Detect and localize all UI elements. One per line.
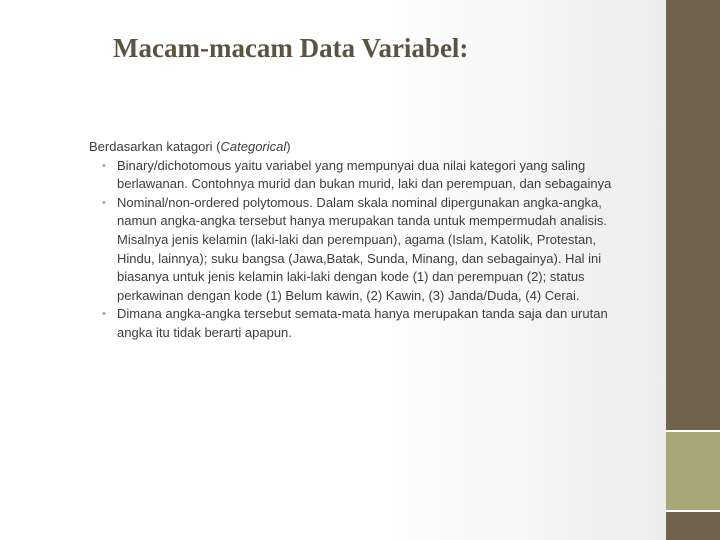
bullet-dot-icon: • xyxy=(102,196,106,209)
lead-paragraph xyxy=(89,138,634,157)
slide-body xyxy=(89,138,634,343)
decorative-side-bar-accent xyxy=(666,432,720,510)
lead-text: Berdasarkan katagori ( xyxy=(89,139,221,154)
lead-text-end: ) xyxy=(286,139,291,154)
bullet-item xyxy=(89,157,634,194)
bullet-item xyxy=(89,194,634,306)
bullet-text: Dimana angka-angka tersebut semata-mata hanya merupakan tanda saja dan urutan angka itu tidak berarti apapun. xyxy=(117,306,608,340)
side-bar-divider xyxy=(666,510,720,512)
bullet-dot-icon: • xyxy=(102,308,106,321)
lead-italic-term: Categorical xyxy=(220,139,287,154)
bullet-text: Binary/dichotomous yaitu variabel yang mempunyai dua nilai kategori yang saling berlawanan. Contohnya murid dan bukan murid, laki dan perempuan, dan sebagainya xyxy=(117,157,612,192)
slide-title: Macam-macam Data Variabel: xyxy=(113,33,469,63)
bullet-list xyxy=(89,157,634,343)
bullet-dot-icon: • xyxy=(102,159,106,172)
bullet-text: Nominal/non-ordered polytomous. Dalam skala nominal dipergunakan angka-angka, namun angka-angka tersebut hanya merupakan tanda untuk mempermudah analisis. Misalnya jenis kelamin (laki-laki dan perempuan), agama (Islam, Katolik, Protestan, Hindu, lainnya); suku bangsa (Jawa,Batak, Sunda, Minang, dan sebagainya). Hal ini biasanya untuk jenis kelamin laki-laki dengan kode (1) dan perempuan (2); status perkawinan dengan kode (1) Belum kawin, (2) Kawin, (3) Janda/Duda, (4) Cerai. xyxy=(117,194,607,303)
bullet-item xyxy=(89,305,634,342)
